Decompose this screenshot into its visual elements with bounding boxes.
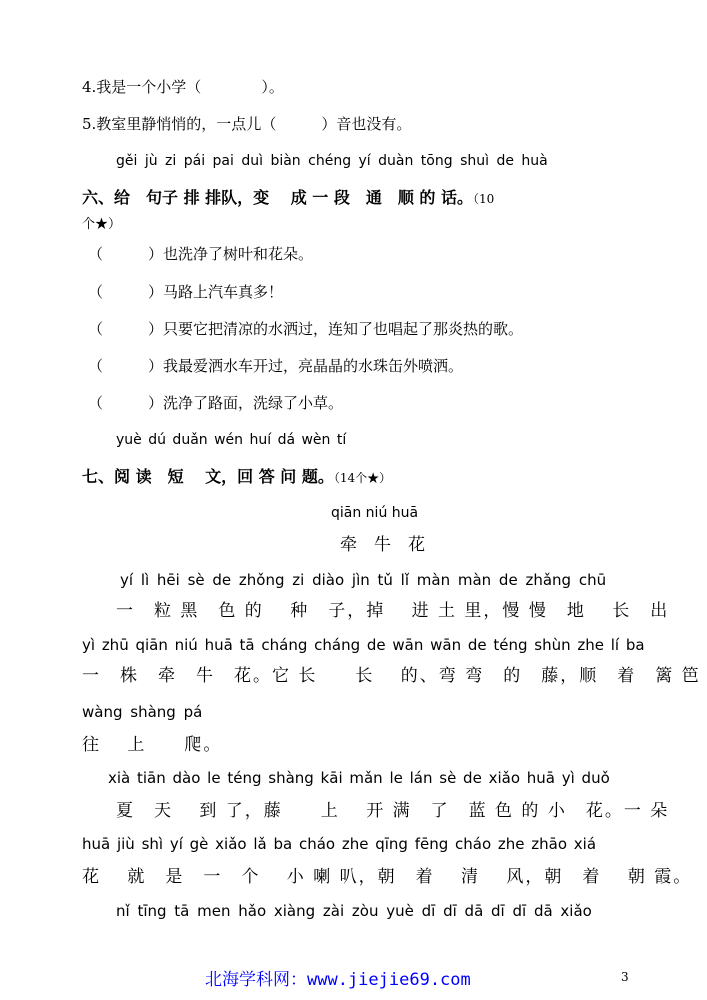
section6-points: （10 [473, 192, 495, 206]
story-title-pinyin: qiān niú huā [331, 505, 419, 521]
story-line-5-pinyin: huā jiù shì yí gè xiǎo lǎ ba cháo zhe qīng fēng cháo zhe zhāo xiá [82, 835, 597, 853]
footer-site-link[interactable]: 北海学科网：www.jiejie69.com [205, 970, 471, 990]
page-number: 3 [621, 970, 629, 984]
story-line-3-text: 往 上 爬。 [82, 735, 223, 755]
section6-title-text: 六、给 句子 排 排队，变 成 一 段 通 顺 的 话。 [82, 188, 473, 207]
story-line-4-text: 夏 天 到 了，藤 上 开 满 了 蓝 色 的 小 花。一 朵 [116, 801, 670, 821]
section6-item-3: （ ）只要它把清凉的水洒过，连知了也唱起了那炎热的歌。 [88, 320, 524, 338]
story-line-3-pinyin: wàng shàng pá [82, 703, 203, 721]
section7-pinyin: yuè dú duǎn wén huí dá wèn tí [116, 432, 347, 448]
section7-points: （14个★） [333, 471, 392, 485]
story-line-5-text: 花 就 是 一 个 小 喇 叭，朝 着 清 风，朝 着 朝 霞。 [82, 867, 693, 887]
question-5: 5.教室里静悄悄的，一点儿（ ）音也没有。 [82, 115, 412, 133]
section6-item-1: （ ）也洗净了树叶和花朵。 [88, 245, 314, 263]
story-line-1-text: 一 粒 黑 色 的 种 子，掉 进 土 里，慢 慢 地 长 出 [116, 601, 670, 621]
section6-item-4: （ ）我最爱洒水车开过，亮晶晶的水珠缶外喷洒。 [88, 357, 464, 375]
story-line-2-pinyin: yì zhū qiān niú huā tā cháng cháng de wān wān de téng shùn zhe lí ba [82, 636, 645, 654]
story-line-6-pinyin: nǐ tīng tā men hǎo xiàng zài zòu yuè dī dī dā dī dī dā xiǎo [116, 902, 592, 920]
section6-title [82, 188, 494, 209]
section6-pinyin: gěi jù zi pái pai duì biàn chéng yí duàn tōng shuì de huà [116, 153, 548, 169]
story-title: 牵 牛 花 [340, 535, 425, 555]
section6-points-cont: 个★） [82, 217, 122, 232]
story-line-2-text: 一 株 牵 牛 花。它 长 长 的、弯 弯 的 藤，顺 着 篱 笆 [82, 666, 701, 686]
section6-item-2: （ ）马路上汽车真多！ [88, 283, 284, 301]
question-4: 4.我是一个小学（ ）。 [82, 78, 284, 96]
section6-item-5: （ ）洗净了路面，洗绿了小草。 [88, 394, 344, 412]
story-line-1-pinyin: yí lì hēi sè de zhǒng zi diào jìn tǔ lǐ màn màn de zhǎng chū [120, 571, 607, 589]
section7-title-text: 七、阅 读 短 文，回 答 问 题。 [82, 467, 334, 486]
section7-title [82, 467, 391, 488]
story-line-4-pinyin: xià tiān dào le téng shàng kāi mǎn le lán sè de xiǎo huā yì duǒ [108, 769, 610, 787]
